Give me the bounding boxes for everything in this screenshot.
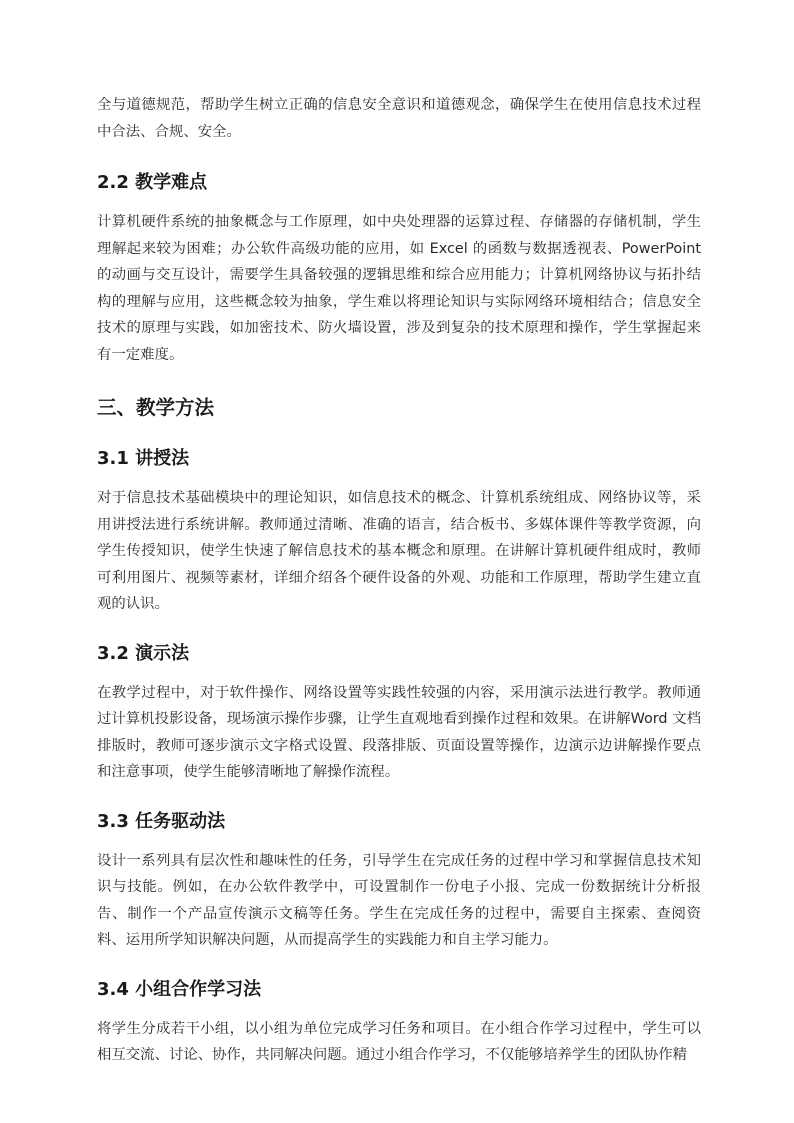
heading-section-3: 三、教学方法 [97,396,215,419]
paragraph-3-1: 对于信息技术基础模块中的理论知识，如信息技术的概念、计算机系统组成、网络协议等，采用讲授法进行系统讲解。教师通过清晰、准确的语言，结合板书、多媒体课件等教学资源，向学生传授知识，使学生快速了解信息技术的基本概念和原理。在讲解计算机硬件组成时，教师可利用图片、视频等素材，详细介绍各个硬件设备的外观、功能和工作原理，帮助学生建立直观的认识。 [97,490,701,612]
intro-paragraph: 全与道德规范，帮助学生树立正确的信息安全意识和道德观念，确保学生在使用信息技术过程中合法、合规、安全。 [97,97,701,140]
heading-3-4: 3.4 小组合作学习法 [97,978,262,1000]
paragraph-3-4: 将学生分成若干小组，以小组为单位完成学习任务和项目。在小组合作学习过程中，学生可以相互交流、讨论、协作，共同解决问题。通过小组合作学习，不仅能够培养学生的团队协作精 [97,1020,701,1063]
heading-3-3: 3.3 任务驱动法 [97,810,226,832]
heading-3-1: 3.1 讲授法 [97,448,190,469]
page-content [97,92,701,1069]
heading-2-2: 2.2 教学难点 [97,172,208,193]
heading-3-2: 3.2 演示法 [97,642,190,664]
paragraph-3-3: 设计一系列具有层次性和趣味性的任务，引导学生在完成任务的过程中学习和掌握信息技术知识与技能。例如，在办公软件教学中，可设置制作一份电子小报、完成一份数据统计分析报告、制作一个产品宣传演示文稿等任务。学生在完成任务的过程中，需要自主探索、查阅资料、运用所学知识解决问题，从而提高学生的实践能力和自主学习能力。 [97,852,701,948]
paragraph-2-2: 计算机硬件系统的抽象概念与工作原理，如中央处理器的运算过程、存储器的存储机制，学生理解起来较为困难；办公软件高级功能的应用，如 Excel 的函数与数据透视表、PowerPoint 的动画与交互设计，需要学生具备较强的逻辑思维和综合应用能力；计算机网络协议与拓扑结构的理解与应用，这些概念较为抽象，学生难以将理论知识与实际网络环境相结合；信息安全技术的原理与实践，如加密技术、防火墙设置，涉及到复杂的技术原理和操作，学生掌握起来有一定难度。 [97,214,701,363]
paragraph-3-2: 在教学过程中，对于软件操作、网络设置等实践性较强的内容，采用演示法进行教学。教师通过计算机投影设备，现场演示操作步骤，让学生直观地看到操作过程和效果。在讲解Word 文档排版时，教师可逐步演示文字格式设置、段落排版、页面设置等操作，边演示边讲解操作要点和注意事项，使学生能够清晰地了解操作流程。 [97,684,701,780]
